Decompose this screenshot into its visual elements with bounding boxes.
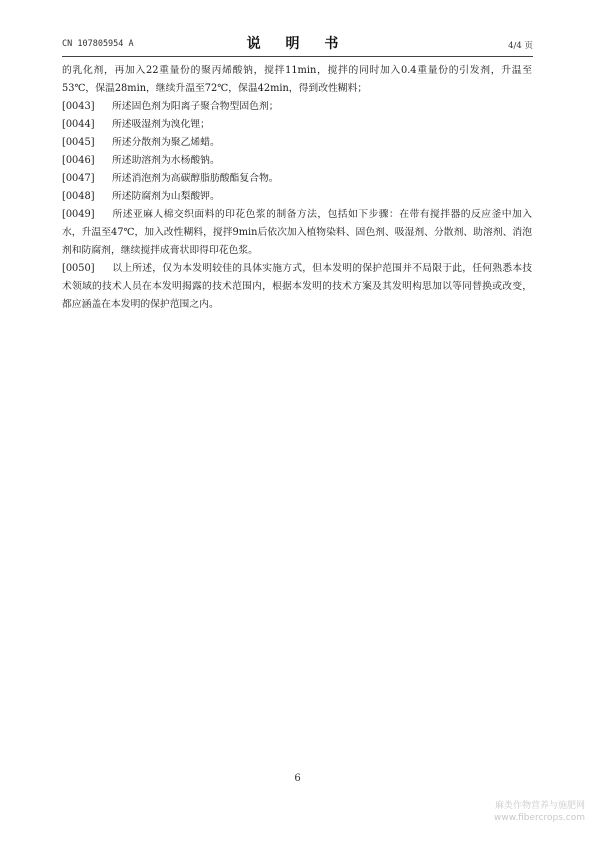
paragraph-text: 所述消泡剂为高碳醇脂肪酸酯复合物。 (112, 173, 279, 184)
paragraph-text: 所述防腐剂为山梨酸钾。 (112, 191, 220, 202)
patent-number: CN 107805954 A (62, 39, 134, 49)
paragraph-number: [0047] (62, 173, 95, 184)
paragraph-number: [0048] (62, 191, 95, 202)
paragraph-text: 所述固色剂为阳离子聚合物型固色剂； (112, 101, 279, 112)
paragraph-0049 (62, 206, 532, 260)
paragraph-number: [0046] (62, 155, 95, 166)
continued-paragraph: 的乳化剂，再加入22重量份的聚丙烯酸钠，搅拌11min，搅拌的同时加入0.4重量份的引发剂，升温至53℃，保温28min，继续升温至72℃，保温42min，得到改性糊料； (62, 65, 532, 94)
paragraph-text: 所述分散剂为聚乙烯蜡。 (112, 137, 220, 148)
document-body (62, 62, 532, 314)
page-number: 6 (294, 773, 301, 784)
paragraph-0045 (62, 134, 532, 152)
paragraph-number: [0049] (62, 209, 95, 220)
paragraph-number: [0050] (62, 263, 95, 274)
paragraph-text: 以上所述，仅为本发明较佳的具体实施方式，但本发明的保护范围并不局限于此，任何熟悉本技术领域的技术人员在本发明揭露的技术范围内，根据本发明的技术方案及其发明构思加以等同替换或改变，都应涵盖在本发明的保护范围之内。 (62, 263, 532, 310)
paragraph-text: 所述助溶剂为水杨酸钠。 (112, 155, 220, 166)
page-header (62, 33, 533, 53)
paragraph-0050 (62, 260, 532, 314)
page-indicator: 4/4 页 (508, 41, 533, 51)
paragraph-number: [0045] (62, 137, 95, 148)
paragraph-0046 (62, 152, 532, 170)
watermark-url: www.fibercrops.com (494, 813, 585, 823)
document-title: 说 明 书 (246, 36, 349, 52)
header-rule (62, 56, 533, 57)
paragraph-0044 (62, 116, 532, 134)
paragraph-0048 (62, 188, 532, 206)
paragraph-text: 所述亚麻人棉交织面料的印花色浆的制备方法，包括如下步骤：在带有搅拌器的反应釜中加入水，升温至47℃，加入改性糊料，搅拌9min后依次加入植物染料、固色剂、吸湿剂、分散剂、助溶剂、消泡剂和防腐剂，继续搅拌成膏状即得印花色浆。 (62, 209, 532, 256)
paragraph-text: 所述吸湿剂为溴化锂； (112, 119, 210, 130)
site-watermark (494, 800, 585, 824)
paragraph-number: [0044] (62, 119, 95, 130)
paragraph-0043 (62, 98, 532, 116)
paragraph-number: [0043] (62, 101, 95, 112)
watermark-name: 麻类作物营养与施肥网 (494, 801, 585, 811)
paragraph-0047 (62, 170, 532, 188)
